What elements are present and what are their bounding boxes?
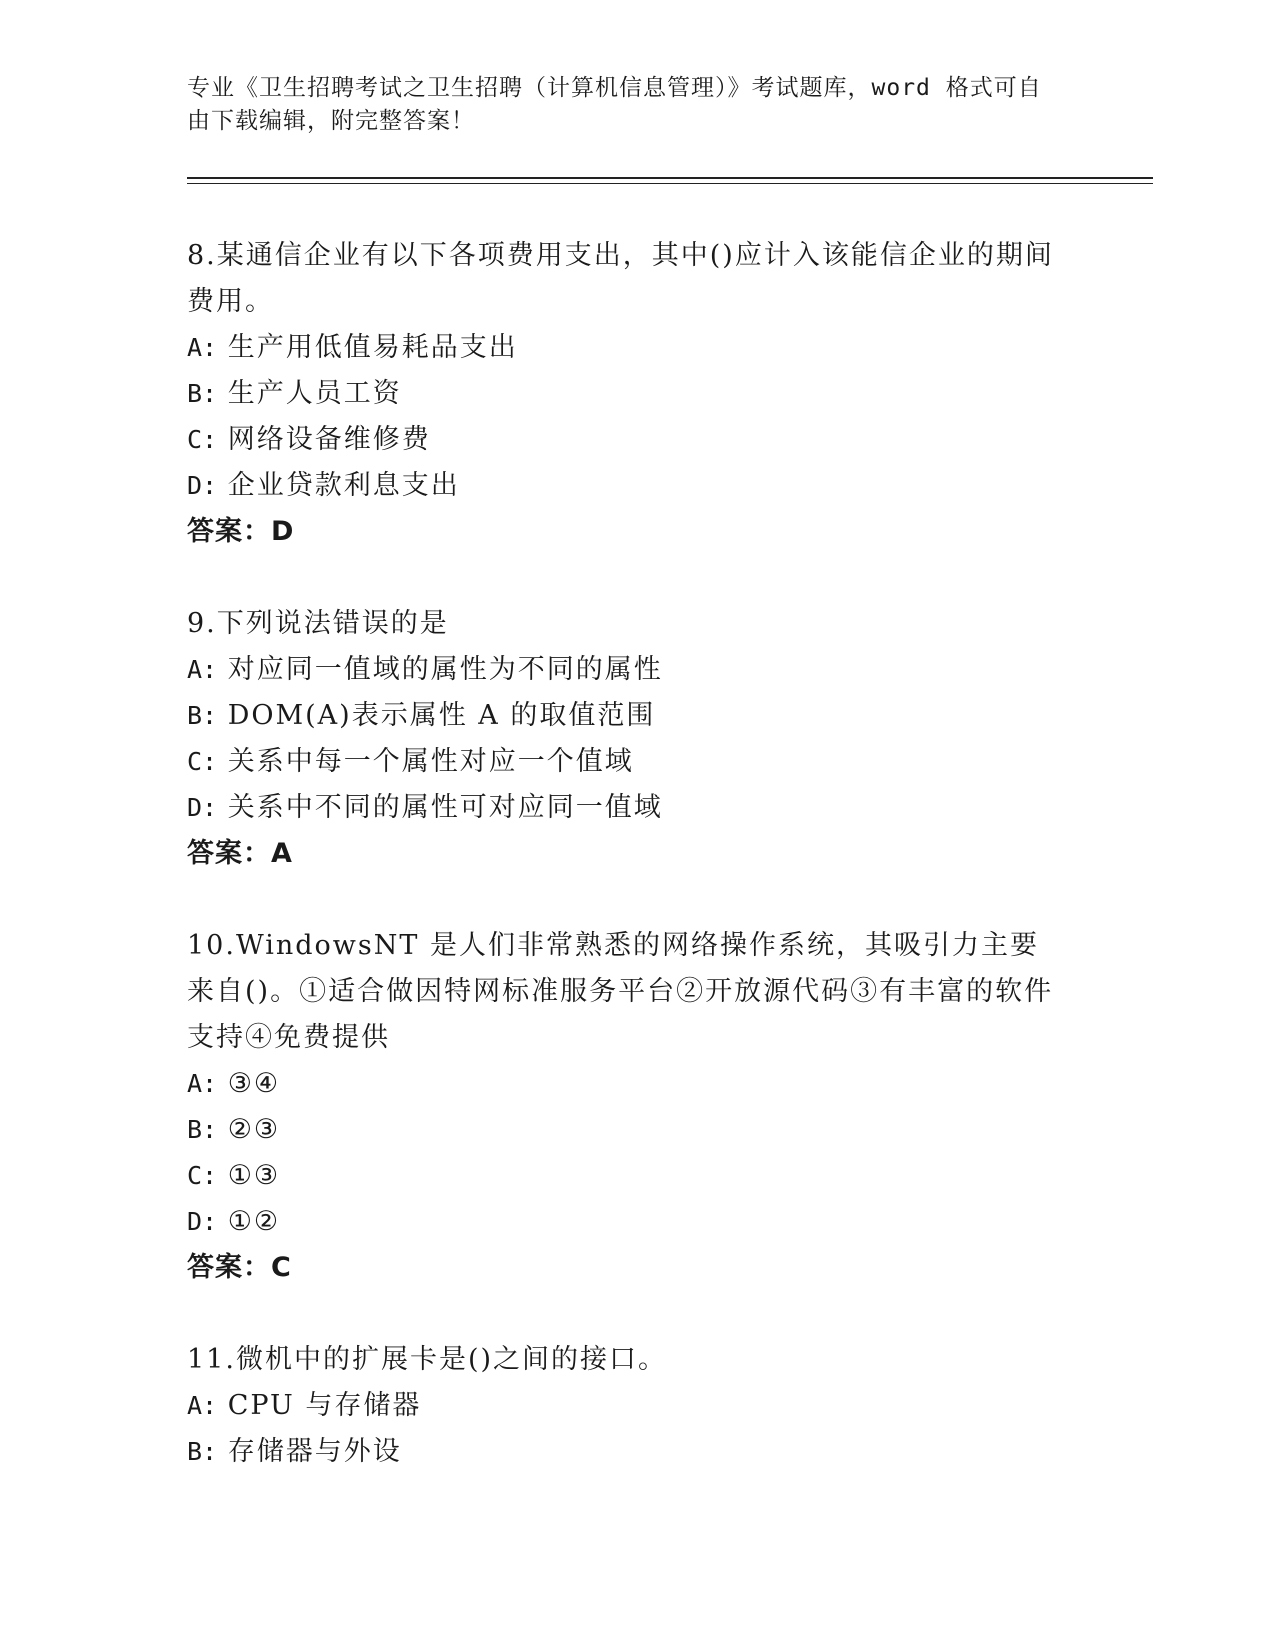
option-label: B: <box>187 379 218 408</box>
header-divider-bottom <box>187 183 1153 184</box>
option-text: 关系中每一个属性对应一个值域 <box>227 746 634 777</box>
question-11 <box>187 1337 1067 1475</box>
option-text: 生产用低值易耗品支出 <box>227 332 518 363</box>
option-a <box>187 1061 1067 1107</box>
option-label: A: <box>187 333 218 362</box>
option-label: A: <box>187 655 218 684</box>
document-header <box>187 72 1067 138</box>
option-label: B: <box>187 1115 218 1144</box>
header-line-2: 由下载编辑，附完整答案！ <box>187 108 475 134</box>
option-text: 网络设备维修费 <box>227 424 431 455</box>
option-label: A: <box>187 1069 218 1098</box>
option-d <box>187 463 1067 509</box>
option-text: ①② <box>227 1206 281 1237</box>
option-text: 对应同一值域的属性为不同的属性 <box>227 654 663 685</box>
answer-line: 答案：D <box>187 516 295 547</box>
question-9 <box>187 601 1067 877</box>
option-label: B: <box>187 701 218 730</box>
option-b <box>187 1107 1067 1153</box>
question-10 <box>187 923 1067 1291</box>
option-b <box>187 693 1067 739</box>
option-d <box>187 785 1067 831</box>
option-text: CPU 与存储器 <box>227 1390 422 1421</box>
header-divider-top <box>187 177 1153 179</box>
option-text: DOM(A)表示属性 A 的取值范围 <box>227 700 656 731</box>
question-stem: 10.WindowsNT 是人们非常熟悉的网络操作系统，其吸引力主要来自()。①适合做因特网标准服务平台②开放源代码③有丰富的软件支持④免费提供 <box>187 930 1054 1053</box>
option-b <box>187 371 1067 417</box>
question-stem: 11.微机中的扩展卡是()之间的接口。 <box>187 1344 668 1375</box>
option-label: D: <box>187 1207 218 1236</box>
option-c <box>187 1153 1067 1199</box>
option-text: ③④ <box>227 1068 281 1099</box>
option-text: 关系中不同的属性可对应同一值域 <box>227 792 663 823</box>
header-line-1: 专业《卫生招聘考试之卫生招聘（计算机信息管理）》考试题库，word 格式可自 <box>187 75 1042 101</box>
option-text: ②③ <box>227 1114 281 1145</box>
option-label: B: <box>187 1437 218 1466</box>
option-label: D: <box>187 471 218 500</box>
question-stem: 9.下列说法错误的是 <box>187 608 449 639</box>
option-d <box>187 1199 1067 1245</box>
option-a <box>187 325 1067 371</box>
option-a <box>187 647 1067 693</box>
option-label: A: <box>187 1391 218 1420</box>
option-c <box>187 417 1067 463</box>
option-label: C: <box>187 425 218 454</box>
option-a <box>187 1383 1067 1429</box>
option-c <box>187 739 1067 785</box>
option-label: C: <box>187 1161 218 1190</box>
option-text: ①③ <box>227 1160 281 1191</box>
option-text: 存储器与外设 <box>227 1436 402 1467</box>
option-text: 生产人员工资 <box>227 378 402 409</box>
answer-line: 答案：A <box>187 838 293 869</box>
option-label: D: <box>187 793 218 822</box>
option-label: C: <box>187 747 218 776</box>
question-list <box>187 233 1067 1521</box>
answer-line: 答案：C <box>187 1252 292 1283</box>
question-stem: 8.某通信企业有以下各项费用支出，其中()应计入该能信企业的期间费用。 <box>187 240 1054 317</box>
option-b <box>187 1429 1067 1475</box>
option-text: 企业贷款利息支出 <box>227 470 460 501</box>
question-8 <box>187 233 1067 555</box>
